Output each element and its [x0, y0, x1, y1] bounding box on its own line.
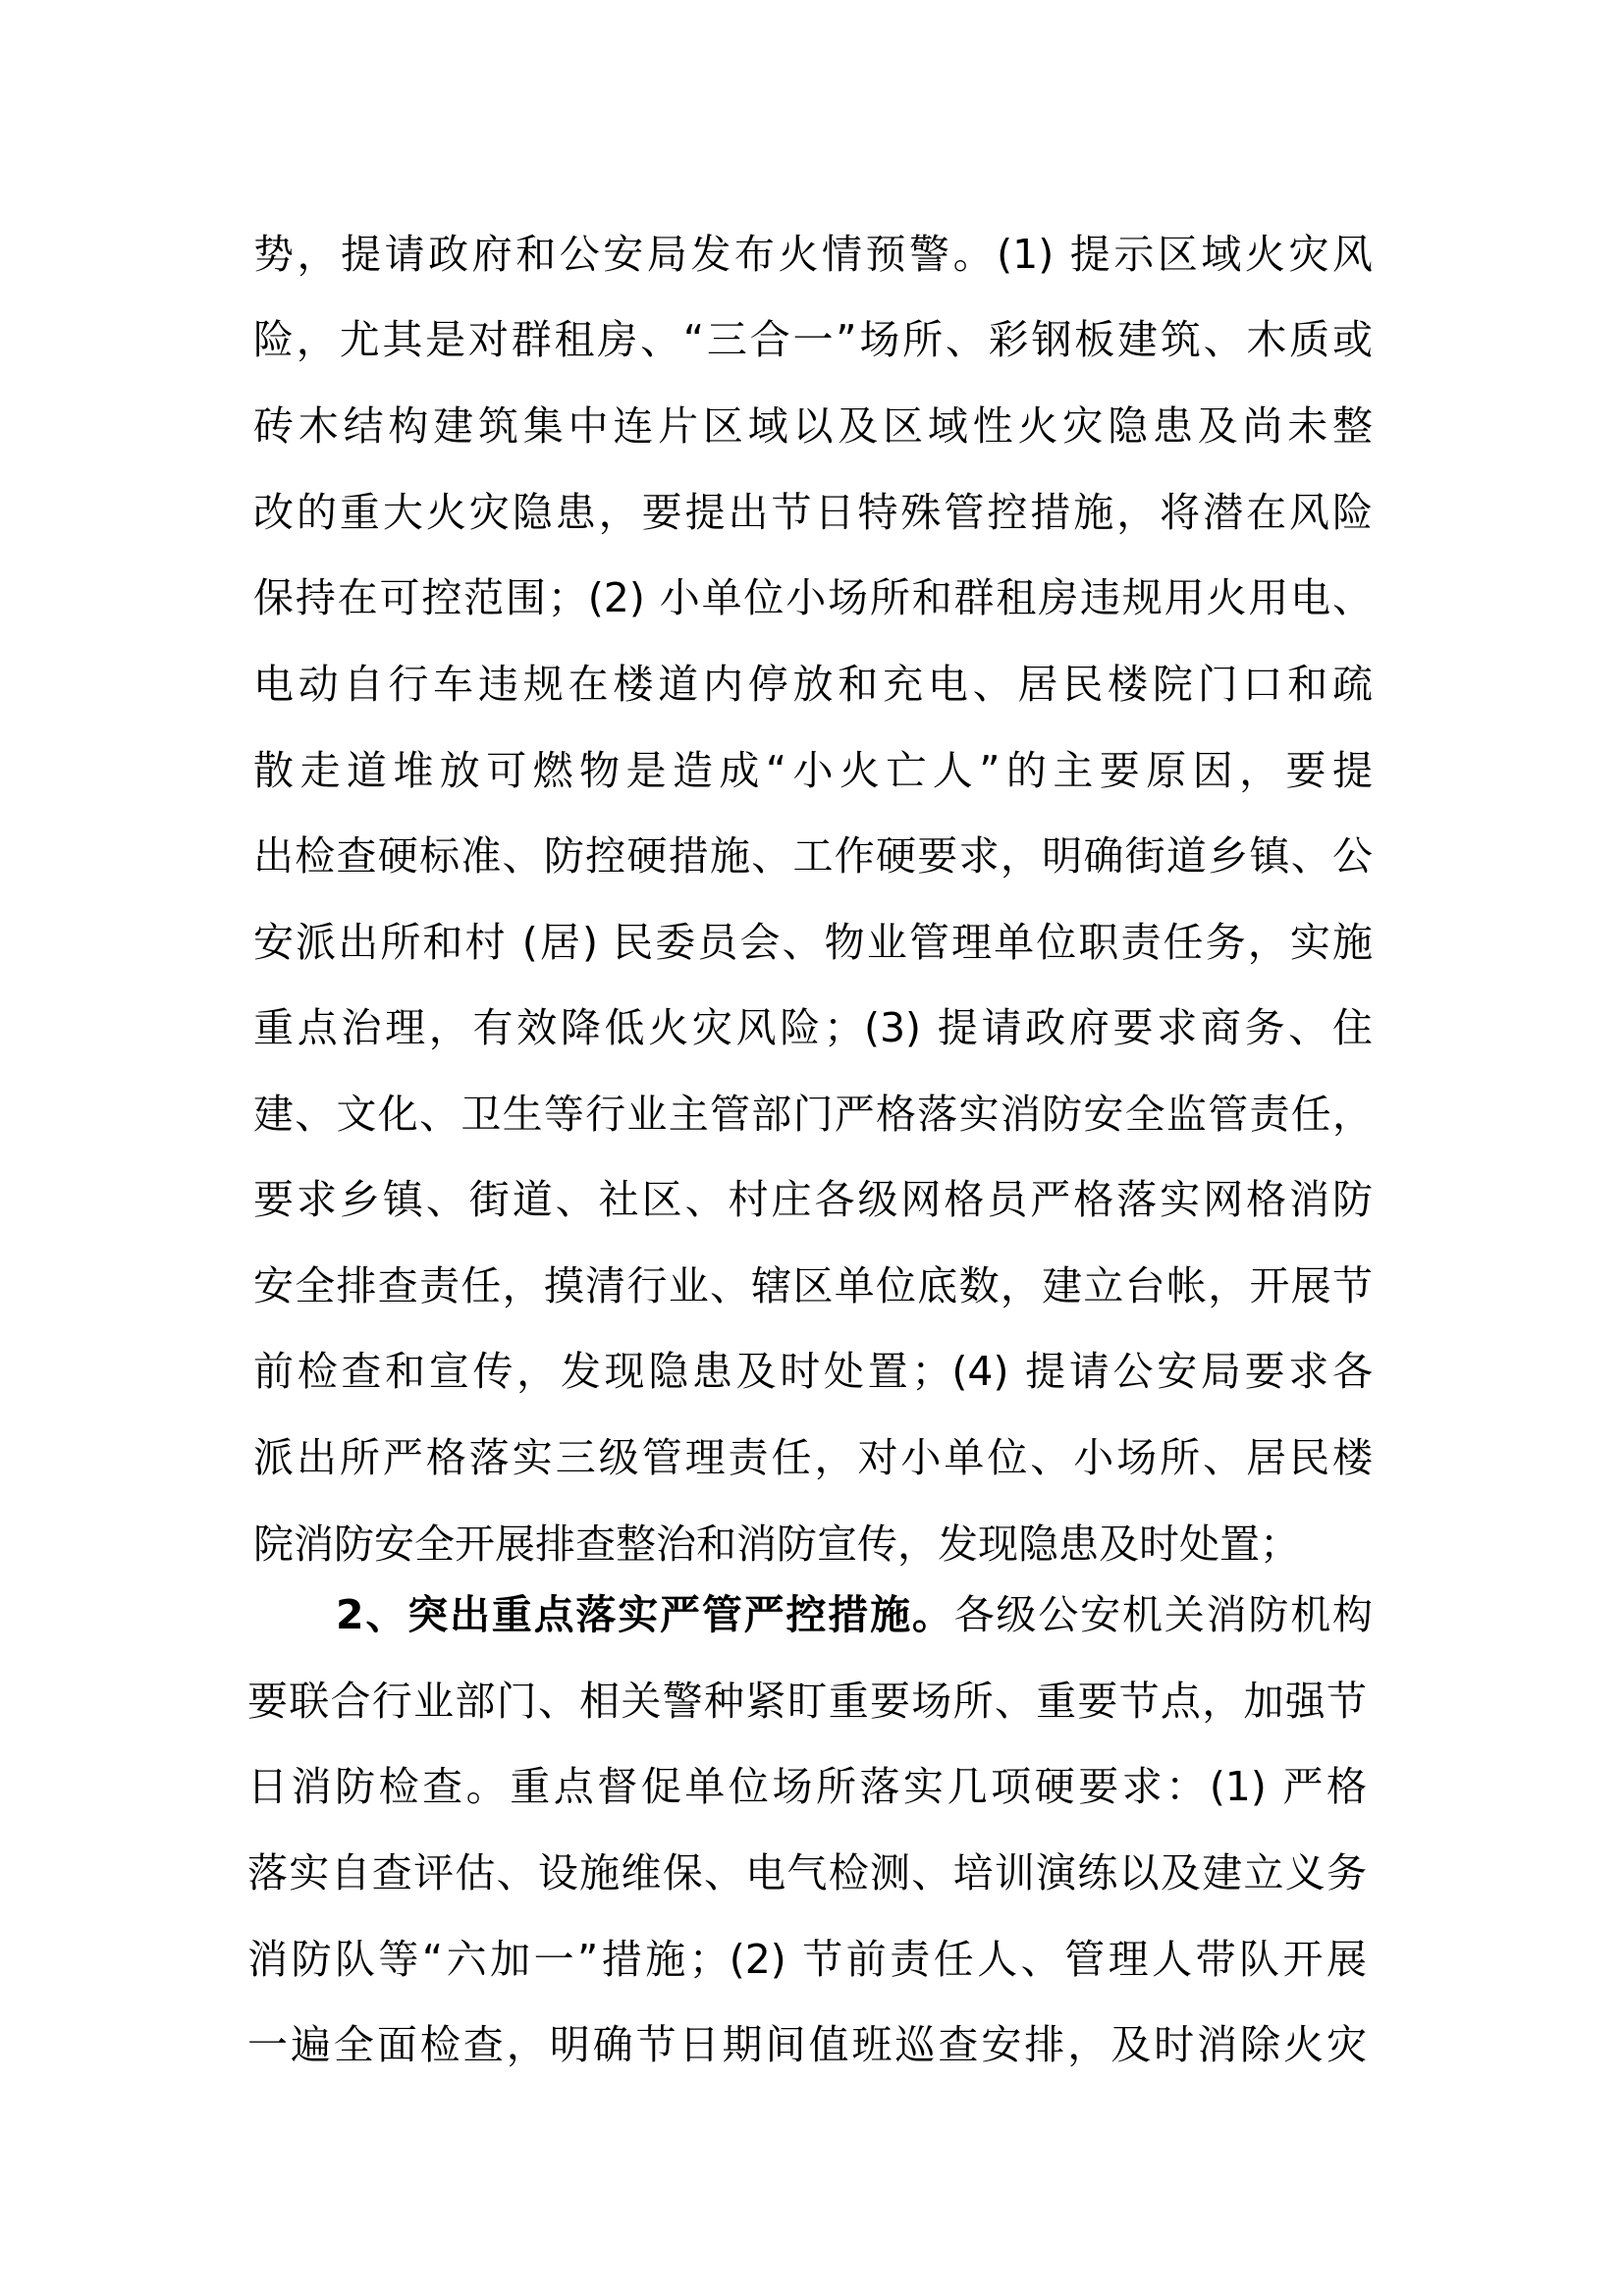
- heading-continuation: 各级公安机关消防机构: [953, 1591, 1374, 1638]
- text-line: 保持在可控范围；(2) 小单位小场所和群租房违规用火用电、: [253, 574, 1373, 621]
- text-line: 散走道堆放可燃物是造成“小火亡人”的主要原因，要提: [253, 747, 1373, 794]
- text-line: 前检查和宣传，发现隐患及时处置；(4) 提请公安局要求各: [253, 1348, 1373, 1395]
- text-line: 改的重大火灾隐患，要提出节日特殊管控措施，将潜在风险: [253, 489, 1373, 536]
- text-line: 安派出所和村 (居) 民委员会、物业管理单位职责任务，实施: [253, 919, 1373, 966]
- text-line: 落实自查评估、设施维保、电气检测、培训演练以及建立义务: [247, 1849, 1367, 1896]
- text-line: 险，尤其是对群租房、“三合一”场所、彩钢板建筑、木质或: [253, 316, 1373, 363]
- text-line: 出检查硬标准、防控硬措施、工作硬要求，明确街道乡镇、公: [253, 832, 1373, 880]
- text-line: 一遍全面检查，明确节日期间值班巡查安排，及时消除火灾: [247, 2021, 1367, 2068]
- section-heading: 2、突出重点落实严管严控措施。: [336, 1591, 954, 1638]
- text-line: 建、文化、卫生等行业主管部门严格落实消防安全监管责任，: [253, 1091, 1373, 1138]
- text-line: 院消防安全开展排查整治和消防宣传，发现隐患及时处置；: [253, 1521, 1300, 1568]
- text-line: 砖木结构建筑集中连片区域以及区域性火灾隐患及尚未整: [253, 402, 1373, 450]
- text-line: 要联合行业部门、相关警种紧盯重要场所、重要节点，加强节: [247, 1678, 1367, 1725]
- text-line: 势，提请政府和公安局发布火情预警。(1) 提示区域火灾风: [253, 231, 1373, 278]
- text-line: [336, 1585, 1373, 1644]
- text-line: 消防队等“六加一”措施；(2) 节前责任人、管理人带队开展: [247, 1936, 1367, 1983]
- text-line: 安全排查责任，摸清行业、辖区单位底数，建立台帐，开展节: [253, 1262, 1373, 1309]
- text-line: 重点治理，有效降低火灾风险；(3) 提请政府要求商务、住: [253, 1004, 1373, 1051]
- text-line: 日消防检查。重点督促单位场所落实几项硬要求：(1) 严格: [247, 1763, 1367, 1810]
- text-line: 要求乡镇、街道、社区、村庄各级网格员严格落实网格消防: [253, 1176, 1373, 1223]
- text-line: 派出所严格落实三级管理责任，对小单位、小场所、居民楼: [253, 1434, 1373, 1481]
- text-line: 电动自行车违规在楼道内停放和充电、居民楼院门口和疏: [253, 661, 1373, 708]
